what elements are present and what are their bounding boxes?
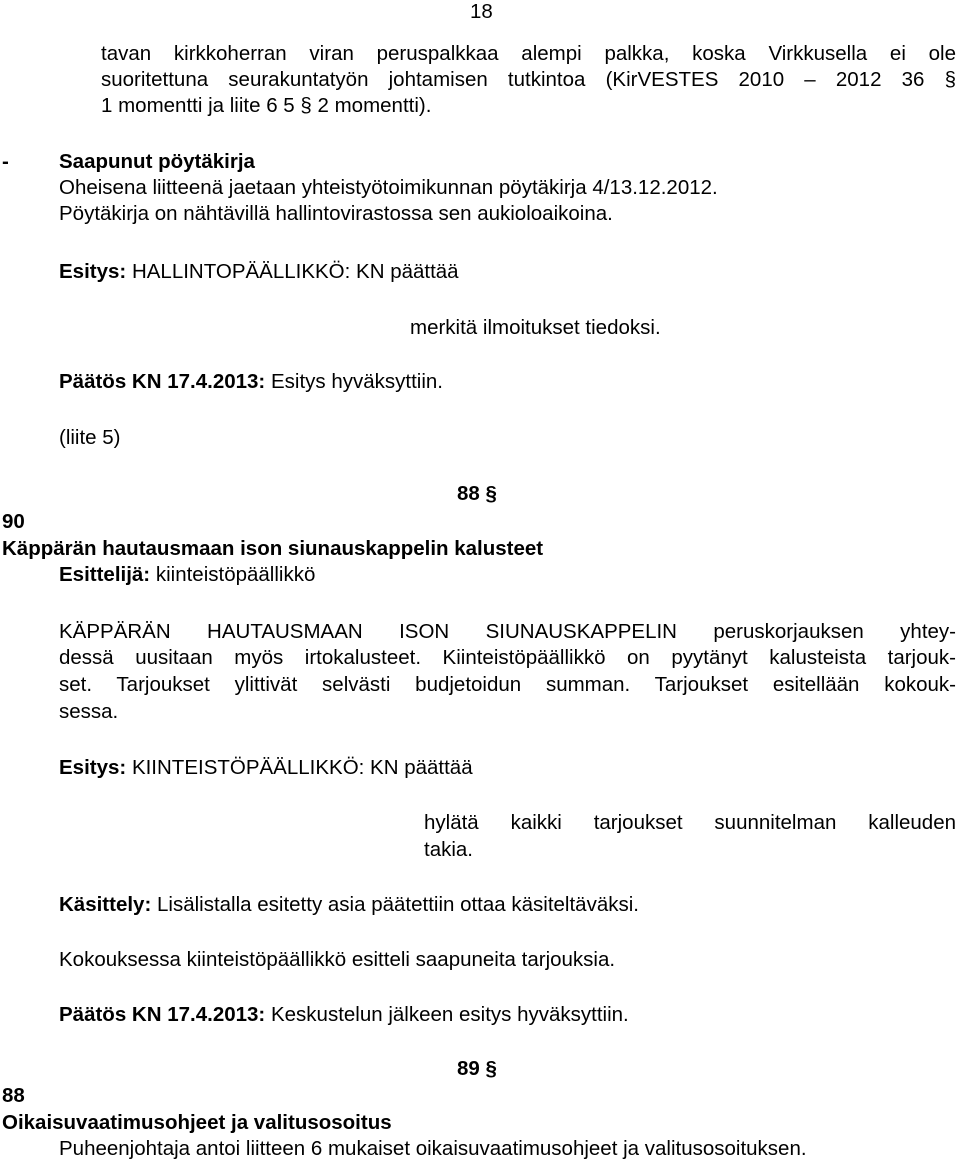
item-text: Pöytäkirja on nähtävillä hallintovirastossa sen aukioloaikoina. (59, 202, 613, 225)
intro-line: tavan kirkkoherran viran peruspalkkaa alempi palkka, koska Virkkusella ei ole (101, 42, 956, 65)
page-number: 18 (470, 0, 493, 23)
body-line: set. Tarjoukset ylittivät selvästi budjetoidun summan. Tarjoukset esitellään kokouk- (59, 673, 956, 696)
body-line: dessä uusitaan myös irtokalusteet. Kiinteistöpäällikkö on pyytänyt kalusteista tarjouk- (59, 646, 956, 669)
intro-line: suoritettuna seurakuntatyön johtamisen tutkintoa (KirVESTES 2010 – 2012 36 § (101, 68, 956, 91)
decision-text: Keskustelun jälkeen esitys hyväksyttiin. (270, 1003, 629, 1026)
proposal-label: Esitys: (59, 756, 127, 779)
presenter-label: Esittelijä: (59, 563, 151, 586)
decision-2 (59, 1003, 629, 1027)
section-title: Oikaisuvaatimusohjeet ja valitusosoitus (2, 1111, 392, 1134)
proposal-action: hylätä kaikki tarjoukset suunnitelman kalleuden (424, 811, 956, 834)
proposal-action: takia. (424, 838, 473, 861)
decision-label: Päätös KN 17.4.2013: (59, 1003, 266, 1026)
presenter (59, 563, 315, 587)
item-text: Oheisena liitteenä jaetaan yhteistyötoimikunnan pöytäkirja 4/13.12.2012. (59, 176, 718, 199)
meeting-note: Kokouksessa kiinteistöpäällikkö esitteli saapuneita tarjouksia. (59, 948, 616, 971)
proposal-text: HALLINTOPÄÄLLIKKÖ: KN päättää (131, 260, 459, 283)
paragraph-number-88: 88 § (457, 482, 497, 505)
section-number: 90 (2, 510, 25, 533)
proposal-action: merkitä ilmoitukset tiedoksi. (410, 316, 661, 339)
proposal-2 (59, 756, 473, 780)
handling (59, 893, 639, 917)
handling-text: Lisälistalla esitetty asia päätettiin ottaa käsiteltäväksi. (156, 893, 639, 916)
proposal-text: KIINTEISTÖPÄÄLLIKKÖ: KN päättää (131, 756, 473, 779)
attachment-reference: (liite 5) (59, 426, 121, 449)
item-title: Saapunut pöytäkirja (59, 150, 255, 173)
paragraph-number-89: 89 § (457, 1057, 497, 1080)
section-title: Käppärän hautausmaan ison siunauskappelin kalusteet (2, 537, 544, 560)
handling-label: Käsittely: (59, 893, 152, 916)
body-line: sessa. (59, 700, 119, 723)
section-body: Puheenjohtaja antoi liitteen 6 mukaiset oikaisuvaatimusohjeet ja valitusosoituksen. (59, 1137, 807, 1160)
proposal-label: Esitys: (59, 260, 127, 283)
section-number: 88 (2, 1084, 25, 1107)
presenter-value: kiinteistöpäällikkö (155, 563, 316, 586)
decision-label: Päätös KN 17.4.2013: (59, 370, 266, 393)
body-line: KÄPPÄRÄN HAUTAUSMAAN ISON SIUNAUSKAPPELIN peruskorjauksen yhtey- (59, 620, 956, 643)
proposal-1 (59, 260, 459, 284)
list-dash: - (2, 150, 9, 173)
intro-line: 1 momentti ja liite 6 5 § 2 momentti). (101, 94, 432, 117)
decision-text: Esitys hyväksyttiin. (270, 370, 443, 393)
decision-1 (59, 370, 443, 394)
